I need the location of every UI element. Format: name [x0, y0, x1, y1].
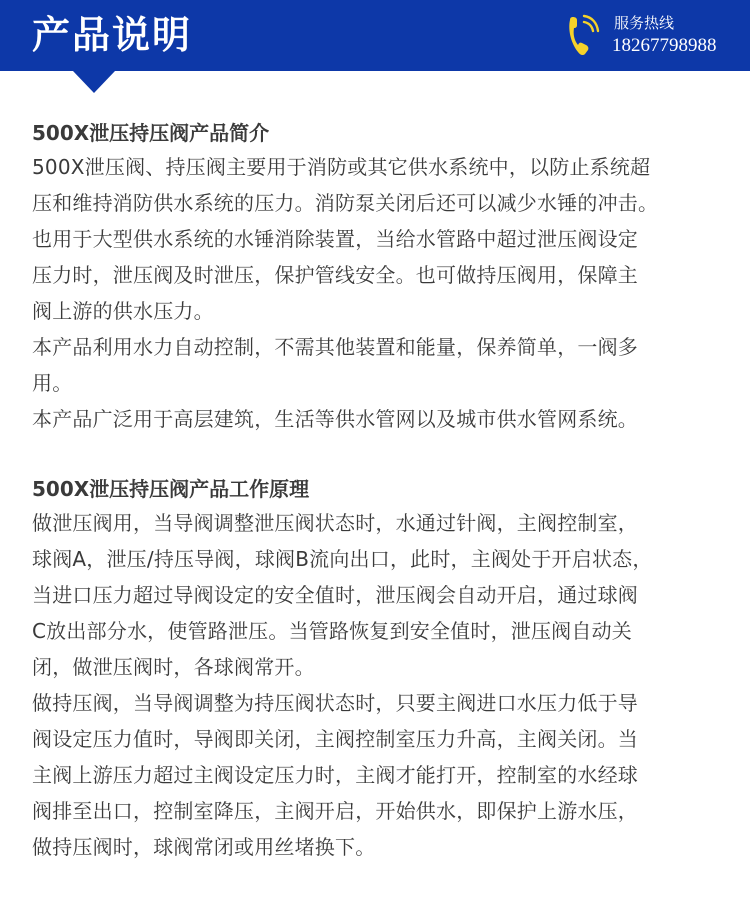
hotline-number: 18267798988: [612, 35, 717, 56]
content-area: [32, 117, 732, 865]
paragraph: 本产品利用水力自动控制，不需其他装置和能量，保养简单，一阀多 用。: [32, 335, 638, 395]
header-arrow: [73, 71, 115, 93]
section-intro: [32, 117, 732, 437]
paragraph: 500X泄压阀、持压阀主要用于消防或其它供水系统中，以防止系统超 压和维持消防供水系统的压力。消防泵关闭后还可以减少水锤的冲击。 也用于大型供水系统的水锤消除装置，当给水管路中超过泄压阀设定 压力时，泄压阀及时泄压，保护管线安全。也可做持压阀用，保障主 阀上游的供水压力。: [32, 155, 659, 323]
section-principle: [32, 473, 732, 865]
hotline-label: 服务热线: [614, 14, 675, 32]
phone-icon: [566, 12, 600, 58]
section-title: 500X泄压持压阀产品工作原理: [32, 477, 310, 501]
paragraph: 本产品广泛用于高层建筑，生活等供水管网以及城市供水管网系统。: [32, 407, 638, 431]
paragraph: 做泄压阀用，当导阀调整泄压阀状态时，水通过针阀，主阀控制室， 球阀A，泄压/持压导阀，球阀B流向出口，此时，主阀处于开启状态， 当进口压力超过导阀设定的安全值时，泄压阀会自动开启，通过球阀 C放出部分水，使管路泄压。当管路恢复到安全值时，泄压阀自动关 闭，做泄压阀时，各球阀常开。: [32, 511, 653, 679]
section-title: 500X泄压持压阀产品简介: [32, 121, 270, 145]
paragraph: 做持压阀，当导阀调整为持压阀状态时，只要主阀进口水压力低于导 阀设定压力值时，导阀即关闭，主阀控制室压力升高，主阀关闭。当 主阀上游压力超过主阀设定压力时，主阀才能打开，控制室的水经球 阀排至出口，控制室降压，主阀开启，开始供水，即保护上游水压， 做持压阀时，球阀常闭或用丝堵换下。: [32, 691, 638, 859]
header-banner: [0, 0, 750, 71]
page-title: 产品说明: [32, 13, 193, 57]
hotline-block: [566, 10, 742, 60]
